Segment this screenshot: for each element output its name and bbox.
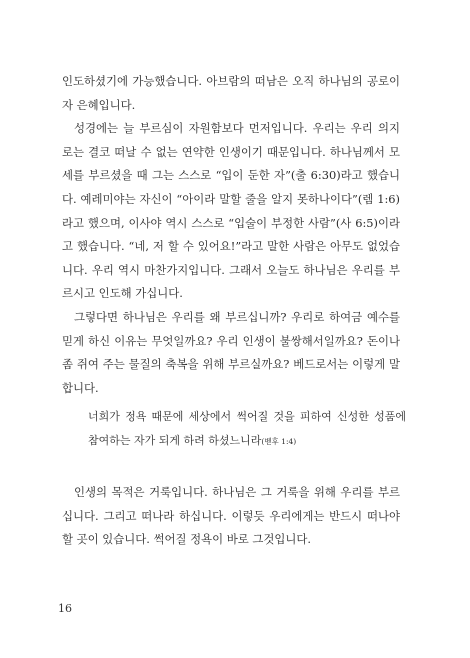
paragraph: 그렇다면 하나님은 우리를 왜 부르십니까? 우리로 하여금 예수를 믿게 하신 이유는 무엇일까요? 우리 인생이 불쌍해서일까요? 돈이나 좀 쥐여 주는 물질의 축복을 위해 부르실까요? 베드로서는 이렇게 말합니다. [62,309,400,395]
paragraph: 성경에는 늘 부르심이 자원함보다 먼저입니다. 우리는 우리 의지로는 결코 떠날 수 없는 연약한 인생이기 때문입니다. 하나님께서 모세를 부르셨을 때 그는 스스로 “입이 둔한 자”(출 6:30)라고 했습니다. 예레미야는 자신이 “아이라 말할 줄을 알지 못하나이다”(렘 1:6)라고 했으며, 이사야 역시 스스로 “입술이 부정한 사람”(사 6:5)이라고 했습니다. “네, 저 할 수 있어요!”라고 말한 사람은 아무도 없었습니다. 우리 역시 마찬가지입니다. 그래서 오늘도 하나님은 우리를 부르시고 인도해 가십니다. [62,121,400,301]
page-number: 16 [58,602,72,615]
paragraph: 인생의 목적은 거룩입니다. 하나님은 그 거룩을 위해 우리를 부르십니다. 그리고 떠나라 하십니다. 이렇듯 우리에게는 반드시 떠나야 할 곳이 있습니다. 썩어질 정욕이 바로 그것입니다. [62,485,400,547]
body-text [62,70,400,400]
quote-text: 너희가 정욕 때문에 세상에서 썩어질 것을 피하여 신성한 성품에 참여하는 자가 되게 하려 하셨느니라 [88,410,406,447]
paragraph-continued: 인도하셨기에 가능했습니다. 아브람의 떠남은 오직 하나님의 공로이자 은혜입니다. [62,74,400,112]
closing-text [62,481,400,552]
scripture-quote [88,405,406,454]
quote-reference: (벧후 1:4) [261,437,297,446]
